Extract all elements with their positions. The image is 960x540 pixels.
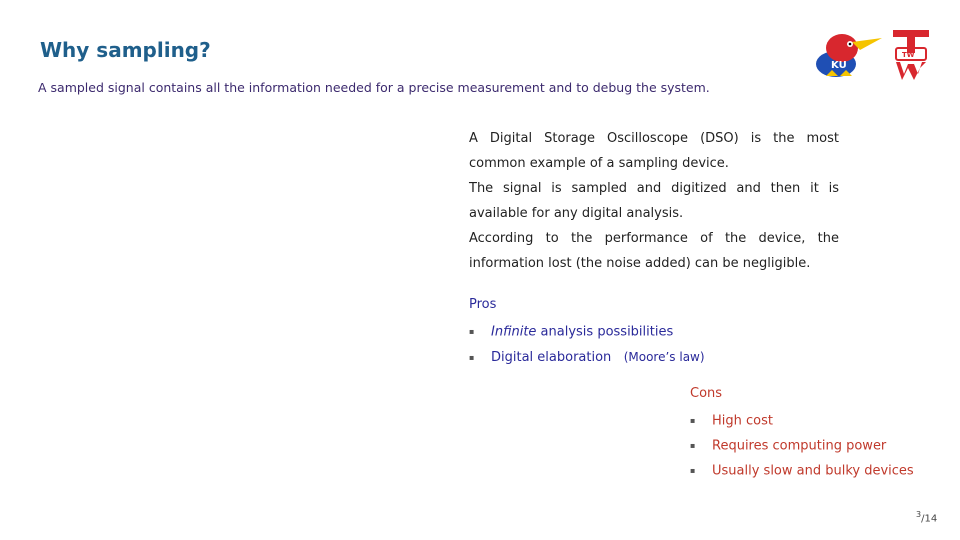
- cons-item: ▪ High cost: [690, 411, 914, 436]
- pros-item-note: (Moore’s law): [623, 350, 705, 364]
- pros-item-analysis: [469, 322, 705, 347]
- ku-jayhawk-logo: [812, 30, 884, 80]
- bullet-icon: ▪: [690, 441, 696, 450]
- page-number: [916, 510, 937, 524]
- bullet-icon: ▪: [690, 416, 696, 425]
- cons-heading: Cons: [690, 386, 723, 401]
- paragraph-digitized: The signal is sampled and digitized and then it is available for any digital analysis.: [469, 181, 839, 221]
- paragraph-performance: According to the performance of the device, the information lost (the noise added) can be negligible.: [469, 231, 839, 271]
- cons-item: ▪ Requires computing power: [690, 436, 914, 461]
- tw-logo-text: TW: [902, 51, 915, 59]
- pros-heading: Pros: [469, 297, 497, 312]
- cons-list: [690, 411, 914, 486]
- ku-logo-text: KU: [831, 60, 847, 71]
- page-current: 3: [916, 510, 922, 519]
- page-total: /14: [921, 513, 938, 525]
- body-text: [469, 126, 839, 276]
- bullet-icon: ▪: [690, 466, 696, 475]
- pros-item-elaboration: [469, 347, 705, 372]
- pros-list: [469, 322, 705, 372]
- bullet-icon: ▪: [469, 352, 475, 362]
- paragraph-dso: A Digital Storage Oscilloscope (DSO) is the most common example of a sampling device.: [469, 131, 839, 171]
- slide-subtitle: A sampled signal contains all the information needed for a precise measurement and to debug the system.: [38, 80, 710, 95]
- pros-item-text: analysis possibilities: [536, 324, 674, 340]
- tw-logo: [890, 28, 932, 82]
- pros-item-emphasis: Infinite: [491, 324, 537, 340]
- slide-title: Why sampling?: [40, 38, 211, 62]
- pros-item-text: Digital elaboration: [491, 350, 612, 365]
- cons-item: ▪ Usually slow and bulky devices: [690, 461, 914, 486]
- bullet-icon: ▪: [469, 327, 475, 336]
